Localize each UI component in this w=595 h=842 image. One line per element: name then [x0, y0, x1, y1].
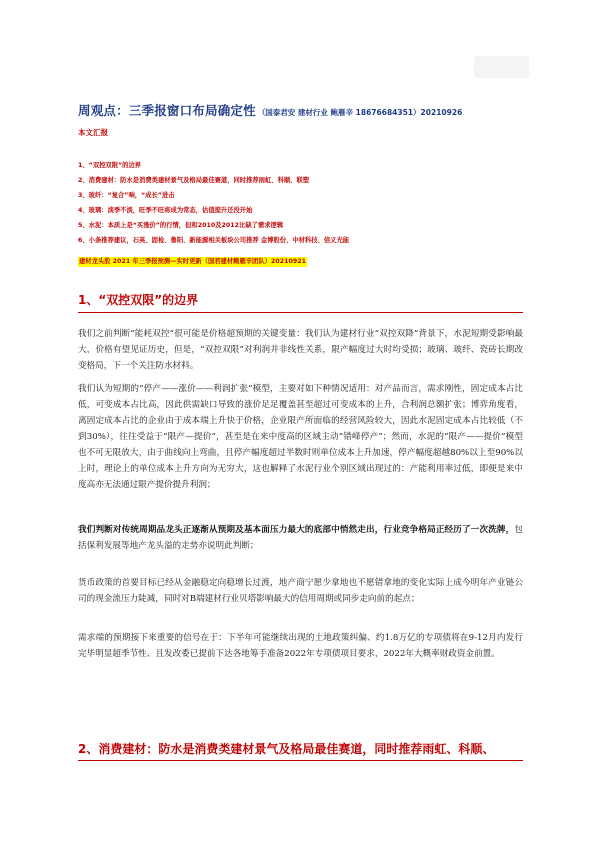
- toc-item[interactable]: 5、水泥：本质上是“买涨价”的行情，但和2010及2012比缺了需求逻辑: [78, 222, 284, 229]
- section-2-heading: 2、消费建材：防水是消费类建材景气及格局最佳赛道，同时推荐雨虹、科顺、: [78, 742, 495, 756]
- section-1-divider: [78, 312, 523, 313]
- title-main: 周观点：三季报窗口布局确定性: [78, 103, 256, 118]
- section-1-heading: 1、“双控双限”的边界: [78, 293, 199, 307]
- paragraph: 需求端的预期接下来重要的信号在于：下半年可能继续出现的土地政策纠偏、约1.8万亿的专项债将在9-12月内发行完毕明显超季节性、且发改委已提前下达各地筹手准备2022年专项债项目要求，2022年大概率财政资金前置。: [78, 633, 523, 659]
- table-of-contents: [78, 158, 548, 267]
- toc-item[interactable]: 1、“双控双限”的边界: [78, 162, 142, 169]
- paragraph: 我们认为短期的“停产——涨价——利润扩张”模型，主要对如下种情况适用：对产品而言，需求刚性，固定成本占比低，可变成本占比高，因此供需缺口导致的涨价足足覆盖甚至超过可变成本的上升，合利润总额扩张；博弈角度看，离固定成本占比的企业由于成本端上升快于价格，企业限产所面临的经营风险较大，因此水泥固定成本占比较低（不到30%），往往受益于“限产—提价”，甚至是在来中度高的区域主动“错峰停产”；然而，水泥的“限产——提价”模型也不可无限放大，由于曲线向上弯曲，且停产幅度超过半数时则单位成本上升加速，停产幅度超越80%以上至90%以上时，理论上的单位成本上升方向为无穷大，这也解释了水泥行业个别区域出现过的：产能利用率过低，即便是来中度高亦无法通过限产提价提升利润；: [78, 384, 523, 490]
- toc-item[interactable]: 6、小条推荐建议，石英、固检、鲁阳、新能源相关板块公司推荐 金博股份、中材科技、信义光能: [78, 237, 350, 244]
- toc-highlight-link[interactable]: 建材龙头股 2021 年三季报预测—实时更新（国君建材鲍雁辛团队）20210921: [79, 258, 306, 265]
- section-2-divider: [78, 760, 523, 761]
- toc-item[interactable]: 3、玻纤：“复合”响，“成长”进击: [78, 192, 175, 199]
- title-subtitle: （国泰君安 建材行业 鲍雁辛 18676684351）20210926: [257, 108, 463, 117]
- watermark-logo: [474, 56, 529, 78]
- paragraph: 我们之前判断“能耗双控”很可能是价格超预期的关键变量：我们认为建材行业“双控双降”背景下，水泥短期受影响最大，价格有望见证历史，但是，“双控双限”对利润并非线性关系，限产幅度过大时均受损；玻璃、玻纤、瓷砖长期改变格局，下一个关注防水材料。: [78, 329, 523, 371]
- paragraph: [78, 522, 523, 554]
- paragraph-emphasis: 我们判断对传统周期品龙头正逐渐从预期及基本面压力最大的底部中悄然走出，行业竞争格局正经历了一次洗牌，: [78, 525, 515, 535]
- paragraph-text: 包括保利发展等地产龙头溢的走势亦说明此判断；: [78, 525, 523, 551]
- toc-item[interactable]: 4、玻璃：淡季不淡，旺季不旺将成为常态，估值提升还没开始: [78, 207, 253, 214]
- paragraph: 货币政策的首要目标已经从金融稳定向稳增长过渡，地产商宁愿少拿地也不愿错拿地的变化实际上成今明年产业链公司的现金流压力陡减，同时对B端建材行业贝塔影响最大的信用周期或同步走向前的起点；: [78, 578, 523, 604]
- page-title: [78, 100, 558, 116]
- toc-item[interactable]: 2、消费建材：防水是消费类建材景气及格局最佳赛道，同时推荐雨虹、科顺、联塑: [78, 177, 310, 184]
- summary-label: 本文汇报: [78, 128, 108, 137]
